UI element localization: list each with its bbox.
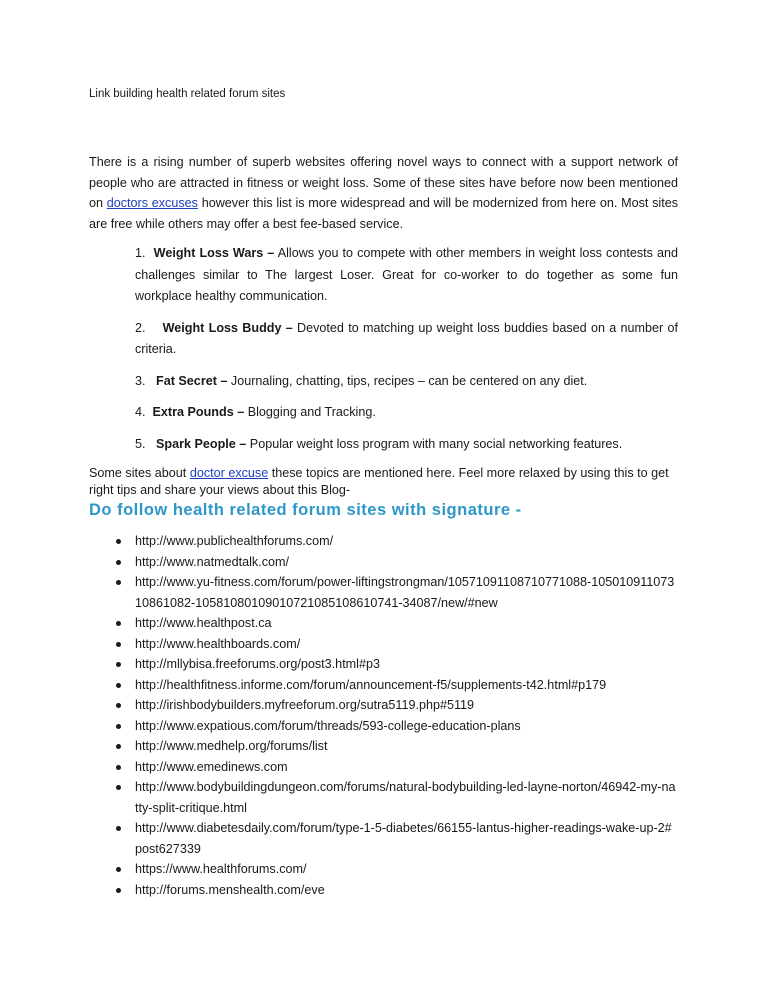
bullet-icon	[116, 744, 121, 749]
site-name: Weight Loss Buddy –	[162, 320, 293, 335]
bullet-icon	[116, 826, 121, 831]
bullet-icon	[116, 724, 121, 729]
forum-url: http://irishbodybuilders.myfreeforum.org/sutra5119.php#5119	[135, 698, 475, 712]
site-number: 3.	[135, 373, 146, 388]
site-name: Weight Loss Wars –	[153, 246, 275, 260]
forum-url: http://www.expatious.com/forum/threads/593-college-education-plans	[135, 718, 521, 733]
forum-url: http://www.healthboards.com/	[135, 636, 301, 651]
forum-url-item	[89, 675, 678, 696]
site-description: Devoted to matching up weight loss buddies based on a number of criteria.	[135, 320, 678, 356]
site-item	[135, 371, 678, 393]
site-number: 4.	[135, 405, 146, 419]
forum-url-item	[89, 552, 678, 573]
forum-url-item	[89, 531, 678, 552]
intro-paragraph	[89, 152, 678, 234]
bullet-icon	[116, 683, 121, 688]
forum-url-item	[89, 757, 678, 778]
forum-url: http://www.medhelp.org/forums/list	[135, 739, 328, 753]
site-description: Blogging and Tracking.	[244, 405, 376, 419]
bullet-icon	[116, 580, 121, 585]
site-name: Extra Pounds –	[152, 405, 245, 419]
forum-url-item	[89, 880, 678, 901]
forum-url: http://healthfitness.informe.com/forum/announcement-f5/supplements-t42.html#p179	[135, 677, 607, 692]
bullet-icon	[116, 888, 121, 893]
bullet-icon	[116, 703, 121, 708]
site-name: Spark People –	[156, 436, 247, 451]
site-description: Journaling, chatting, tips, recipes – can be centered on any diet.	[227, 373, 588, 388]
site-number: 1.	[135, 246, 146, 260]
outro-text-after-link: these topics are mentioned here. Feel more relaxed by using this to get right tips and share your views about this Blog-	[89, 466, 669, 497]
intro-text-before-link: There is a rising number of superb websites offering novel ways to connect with a support network of people who are attracted in fitness or weight loss. Some of these sites have before now been mentioned on	[89, 155, 678, 210]
forum-url-item	[89, 777, 678, 818]
site-number: 2.	[135, 320, 146, 335]
intro-text-after-link: however this list is more widespread and will be modernized from here on. Most sites are free while others may offer a best fee-based service.	[89, 196, 679, 231]
forum-url-item	[89, 634, 678, 655]
forum-url-item	[89, 613, 678, 634]
forum-url-item	[89, 716, 678, 737]
forum-url-item	[89, 654, 678, 675]
bullet-icon	[116, 867, 121, 872]
site-name: Fat Secret –	[156, 373, 228, 388]
site-description: Popular weight loss program with many social networking features.	[246, 436, 623, 451]
doctors-excuses-link[interactable]: doctors excuses	[106, 196, 198, 210]
weight-loss-sites-list	[89, 243, 678, 455]
forum-url-item	[89, 859, 678, 880]
doctor-excuse-link[interactable]: doctor excuse	[189, 466, 269, 480]
forum-url: http://forums.menshealth.com/eve	[135, 882, 325, 897]
bullet-icon	[116, 560, 121, 565]
section-heading: Do follow health related forum sites with signature -	[89, 501, 522, 519]
forum-url-item	[89, 818, 678, 859]
bullet-icon	[116, 662, 121, 667]
forum-url: http://www.diabetesdaily.com/forum/type-1-5-diabetes/66155-lantus-higher-readings-wake-up-2#post627339	[135, 821, 672, 856]
forum-url: http://www.healthpost.ca	[135, 616, 272, 630]
site-item	[135, 318, 678, 361]
document-page	[89, 88, 678, 900]
forum-url-list	[89, 531, 678, 900]
forum-url: http://www.yu-fitness.com/forum/power-liftingstrongman/10571091108710771088-10501091107310861082-10581080109010721085108610741-34087/new/#new	[135, 575, 675, 610]
site-item	[135, 402, 678, 424]
forum-url: http://www.publichealthforums.com/	[135, 534, 334, 548]
site-item	[135, 434, 678, 456]
document-title: Link building health related forum sites	[89, 88, 286, 100]
site-item	[135, 243, 678, 308]
bullet-icon	[116, 642, 121, 647]
forum-url: https://www.healthforums.com/	[135, 862, 307, 876]
forum-url: http://www.natmedtalk.com/	[135, 554, 289, 569]
forum-url-item	[89, 736, 678, 757]
bullet-icon	[116, 765, 121, 770]
outro-paragraph	[89, 465, 678, 498]
bullet-icon	[116, 621, 121, 626]
forum-url: http://www.bodybuildingdungeon.com/forums/natural-bodybuilding-led-layne-norton/46942-my-natty-split-critique.html	[135, 780, 676, 815]
site-number: 5.	[135, 436, 146, 451]
forum-url-item	[89, 695, 678, 716]
outro-text-before-link: Some sites about	[89, 466, 190, 480]
forum-url: http://www.emedinews.com	[135, 759, 288, 774]
forum-url: http://mllybisa.freeforums.org/post3.html#p3	[135, 657, 380, 671]
bullet-icon	[116, 539, 121, 544]
forum-url-item	[89, 572, 678, 613]
site-description: Allows you to compete with other members in weight loss contests and challenges similar to The largest Loser. Great for co-worker to do together as some fun workplace healthy communication.	[135, 246, 679, 303]
bullet-icon	[116, 785, 121, 790]
